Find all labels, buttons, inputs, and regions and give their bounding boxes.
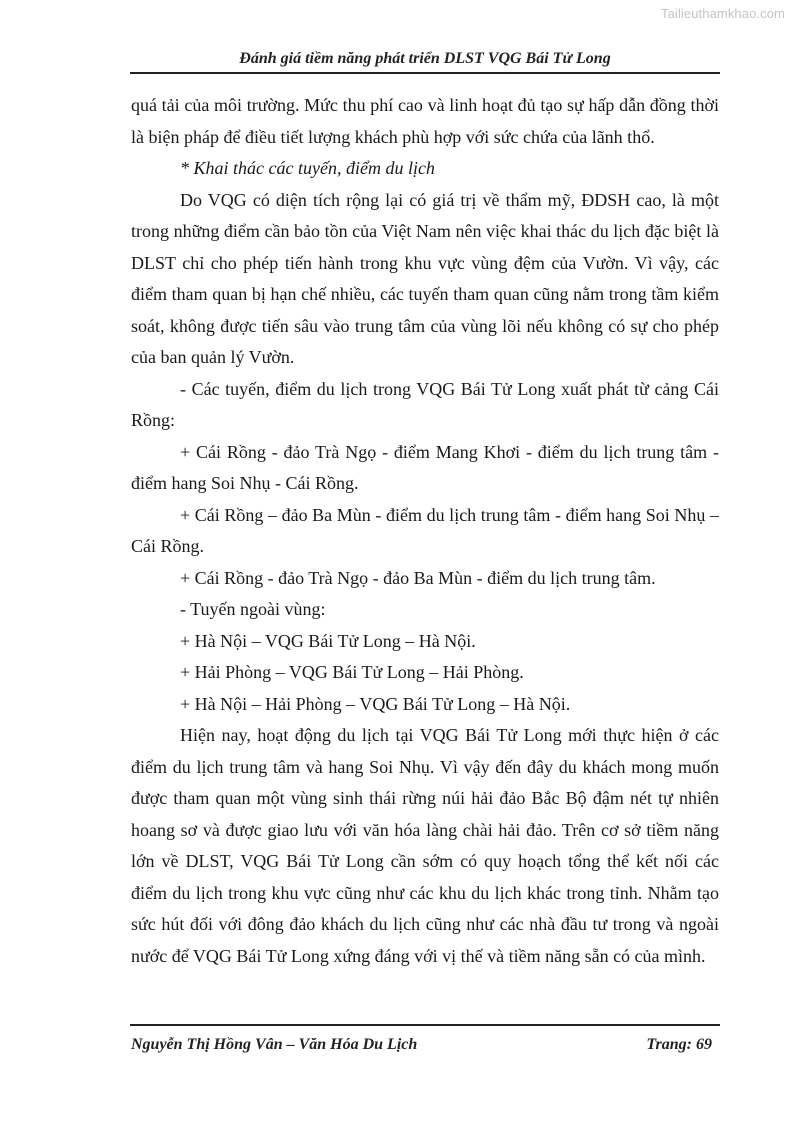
paragraph-continued: quá tải của môi trường. Mức thu phí cao và linh hoạt đủ tạo sự hấp dẫn đồng thời là biện pháp để điều tiết lượng khách phù hợp với sức chứa của lãnh thổ. — [131, 95, 719, 147]
outer-route-item: + Hà Nội – Hải Phòng – VQG Bái Tử Long – Hà Nội. — [180, 693, 571, 714]
watermark: Tailieuthamkhao.com — [660, 6, 785, 21]
route-item: + Cái Rồng – đảo Ba Mùn - điểm du lịch trung tâm - điểm hang Soi Nhụ – Cái Rồng. — [131, 504, 719, 556]
outer-routes-heading: - Tuyến ngoài vùng: — [180, 599, 326, 619]
footer-author: Nguyễn Thị Hồng Vân – Văn Hóa Du Lịch — [131, 1036, 418, 1053]
page-header-title: Đánh giá tiềm năng phát triển DLST VQG Bái Tử Long — [239, 50, 611, 67]
route-item: + Cái Rồng - đảo Trà Ngọ - đảo Ba Mùn - điểm du lịch trung tâm. — [180, 567, 656, 588]
footer-divider — [130, 1024, 720, 1026]
document-body — [131, 90, 719, 972]
outer-route-item: + Hà Nội – VQG Bái Tử Long – Hà Nội. — [180, 630, 476, 651]
route-item: + Cái Rồng - đảo Trà Ngọ - điểm Mang Khơi - điểm du lịch trung tâm - điểm hang Soi Nhụ - Cái Rồng. — [131, 441, 719, 493]
paragraph: Do VQG có diện tích rộng lại có giá trị về thẩm mỹ, ĐDSH cao, là một trong những điểm cần bảo tồn của Việt Nam nên việc khai thác du lịch đặc biệt là DLST chỉ cho phép tiến hành trong khu vực vùng đệm của Vườn. Vì vậy, các điểm tham quan bị hạn chế nhiều, các tuyến tham quan cũng nằm trong tầm kiểm soát, không được tiến sâu vào trung tâm của vùng lõi nếu không có sự cho phép của ban quản lý Vườn. — [131, 189, 719, 367]
section-heading: * Khai thác các tuyến, điểm du lịch — [180, 158, 435, 178]
paragraph-routes-intro: - Các tuyến, điểm du lịch trong VQG Bái Tử Long xuất phát từ cảng Cái Rồng: — [131, 378, 719, 430]
header-divider — [130, 72, 720, 74]
outer-route-item: + Hải Phòng – VQG Bái Tử Long – Hải Phòng. — [180, 662, 524, 682]
footer-page-number: Trang: 69 — [646, 1036, 712, 1053]
paragraph: Hiện nay, hoạt động du lịch tại VQG Bái Tử Long mới thực hiện ở các điểm du lịch trung tâm và hang Soi Nhụ. Vì vậy đến đây du khách mong muốn được tham quan một vùng sinh thái rừng núi hải đảo Bắc Bộ đậm nét tự nhiên hoang sơ và được giao lưu với văn hóa làng chài hải đảo. Trên cơ sở tiềm năng lớn về DLST, VQG Bái Tử Long cần sớm có quy hoạch tổng thể kết nối các điểm du lịch trong khu vực cũng như các khu du lịch khác trong tỉnh. Nhằm tạo sức hút đối với đông đảo khách du lịch cũng như các nhà đầu tư trong và ngoài nước để VQG Bái Tử Long xứng đáng với vị thế và tiềm năng sẵn có của mình. — [131, 725, 719, 966]
